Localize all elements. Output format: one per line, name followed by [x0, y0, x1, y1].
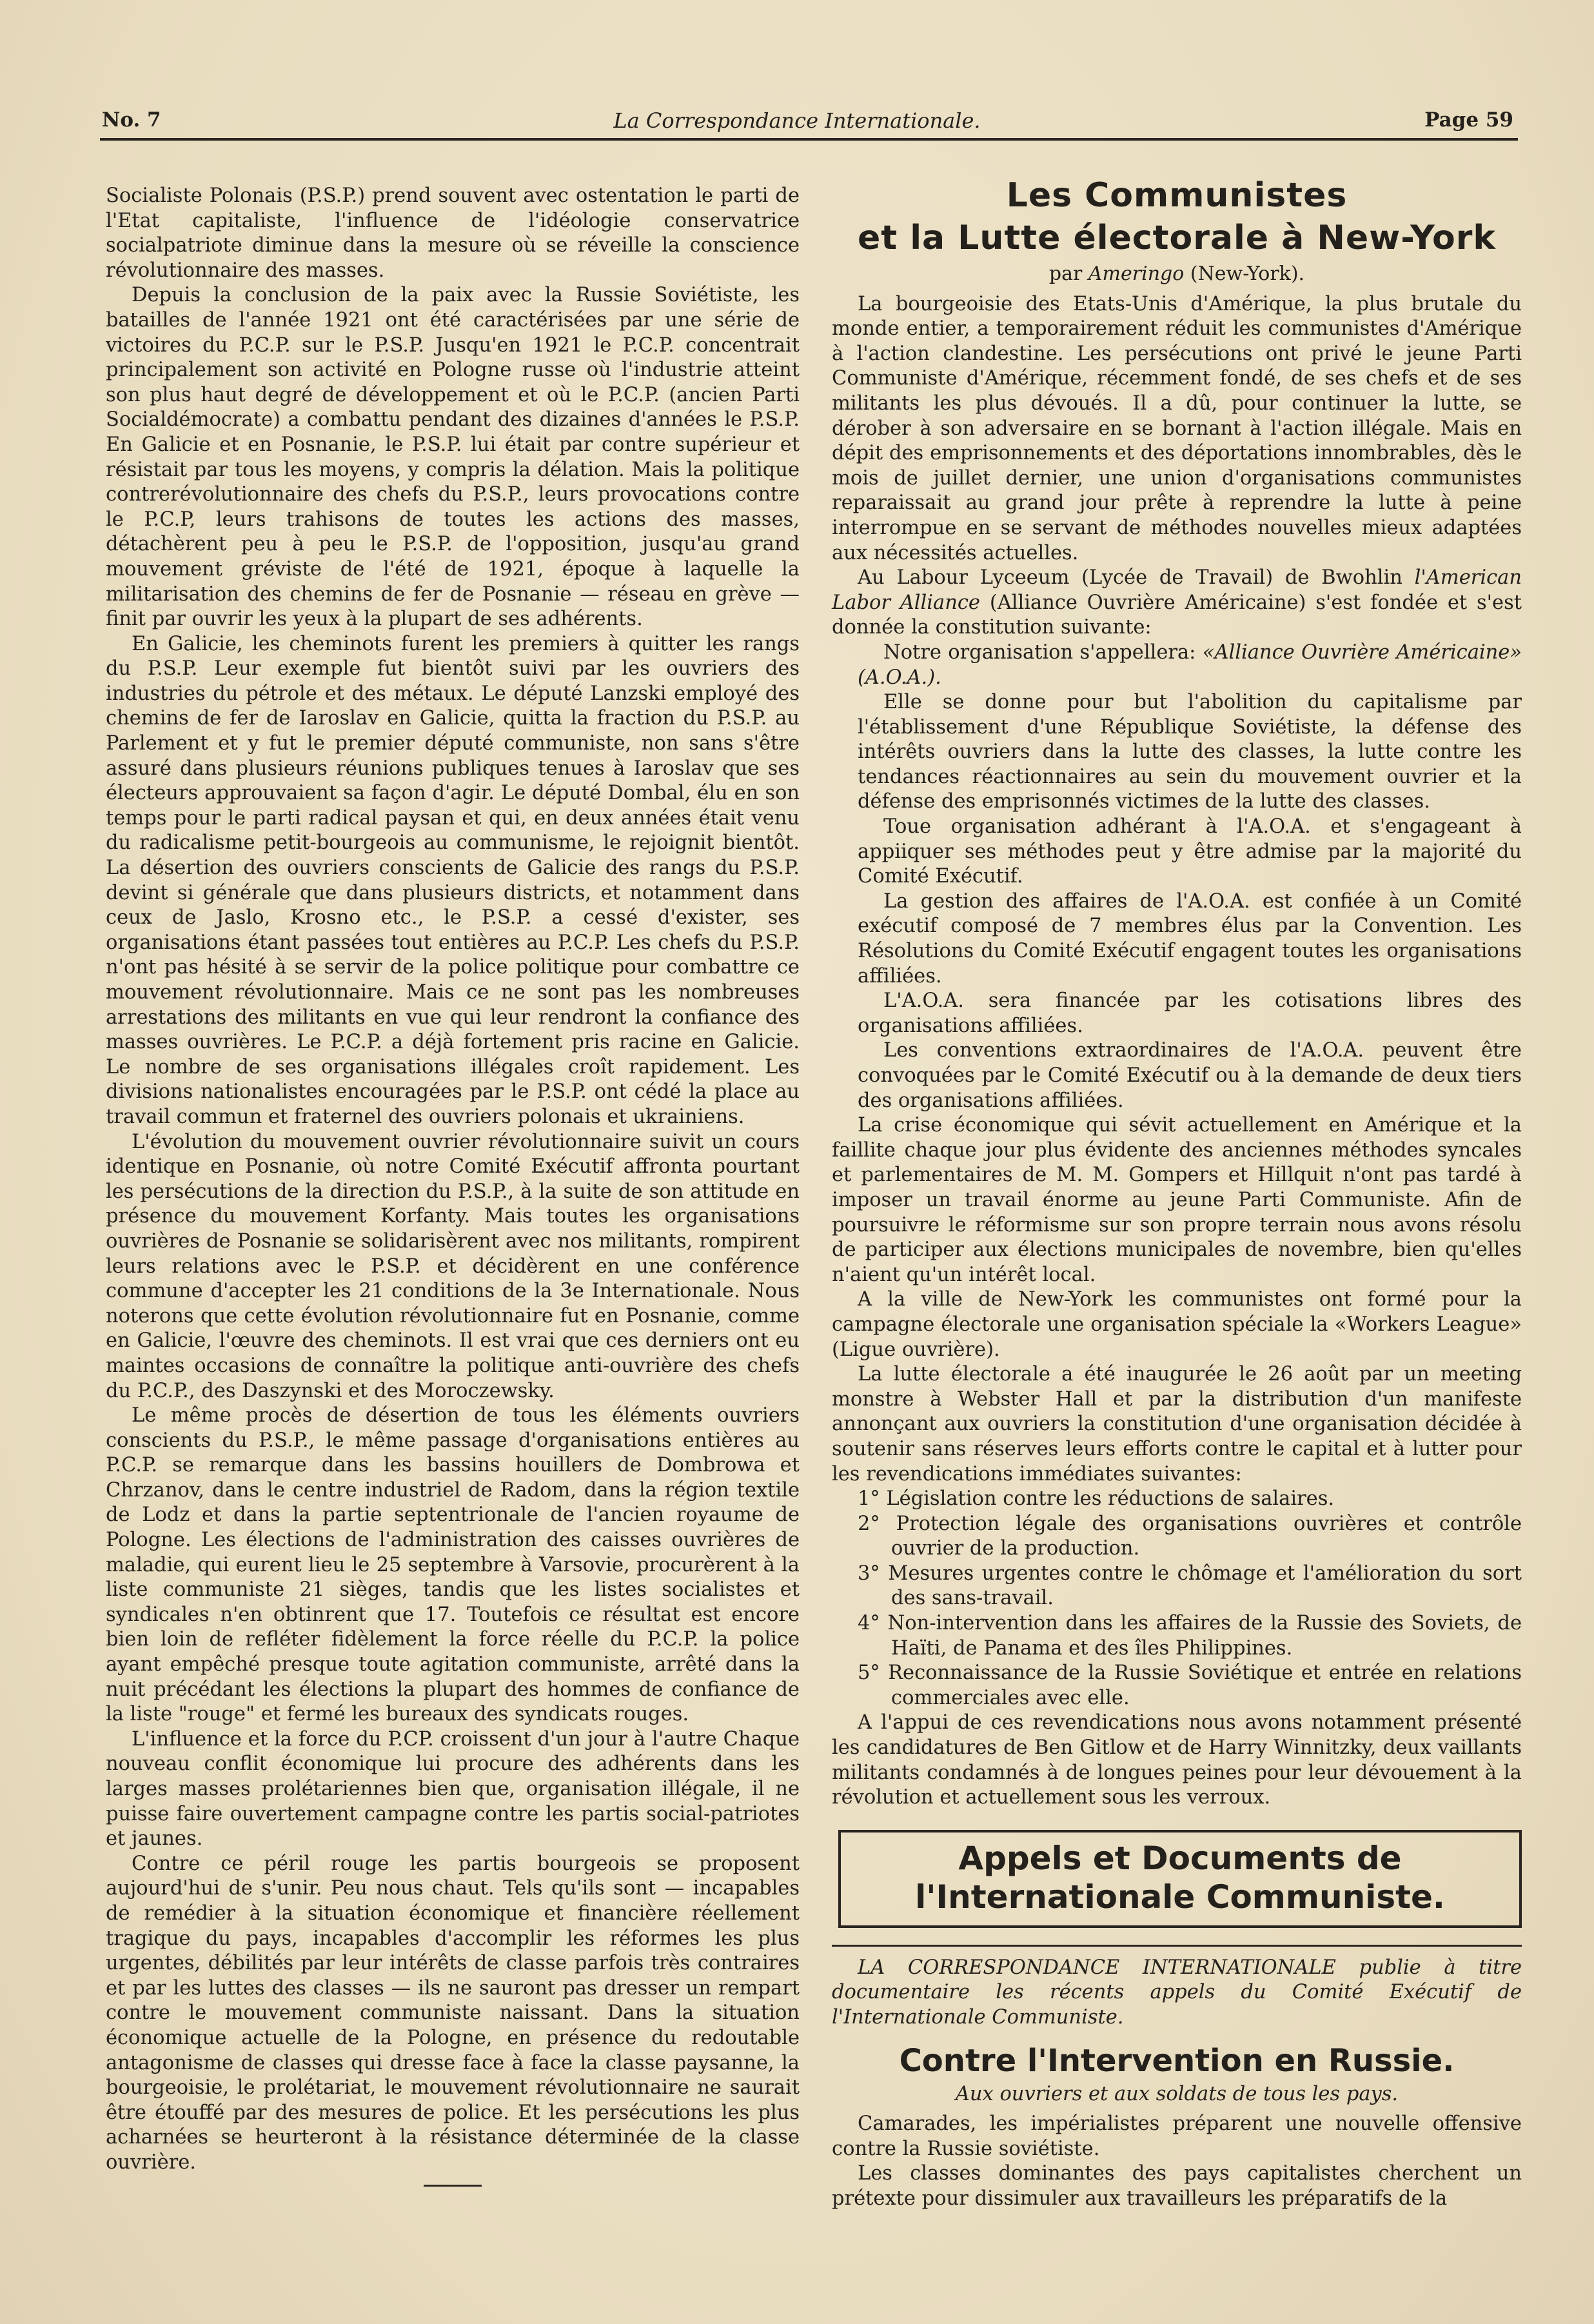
italic-span: l'American Labor Alliance — [832, 566, 1522, 614]
list-item: 4° Non-intervention dans les affaires de la Russie des Soviets, de Haïti, de Panama et des îles Philippines. — [858, 1612, 1522, 1660]
paragraph: L'A.O.A. sera financée par les cotisations libres des organisations affiliées. — [858, 989, 1522, 1037]
article-title-line: et la Lutte électorale à New-York — [858, 219, 1496, 257]
article-title: Contre l'Intervention en Russie. — [899, 2042, 1455, 2079]
paragraph: Elle se donne pour but l'abolition du capitalisme par l'établissement d'une République Soviétiste, la défense des intérêts ouvriers dans la lutte des classes, la lutte contre les tendances réactionnaires au sein du mouvement ouvrier et la défense des emprisonnés victimes de la lutte des classes. — [858, 691, 1522, 813]
paragraph — [858, 641, 1522, 690]
article-subtitle: Aux ouvriers et aux soldats de tous les pays. — [955, 2082, 1399, 2105]
journal-title: La Correspondance Internationale. — [613, 108, 981, 133]
paragraph: En Galicie, les cheminots furent les premiers à quitter les rangs du P.S.P. Leur exemple fut bientôt suivi par les ouvriers des industries du pétrole et des métaux. Le député Lanzski employé des chemins de fer de Iaroslav en Galicie, quitta la fraction du P.S.P. au Parlement et y fut le premier député communiste, non sans s'être assuré dans plusieurs réunions publiques tenues à Iaroslav que ses électeurs approuvaient sa façon d'agir. Le député Dombal, élu en son temps pour le parti radical paysan et qui, en deux années était venu du radicalisme petit-bourgeois au communisme, le rejoignit bientôt. La désertion des ouvriers conscients de Galicie des rangs du P.S.P. devint si générale que dans plusieurs districts, et notamment dans ceux de Jaslo, Krosno etc., le P.S.P. a cessé d'exister, ses organisations étant passées tout entières au P.C.P. Les chefs du P.S.P. n'ont pas hésité à se servir de la police politique pour combattre ce mouvement révolutionnaire. Mais ce ne sont pas les nombreuses arrestations des militants en vue qui leur rendront la confiance des masses ouvrières. Le P.C.P. a déjà fortement pris racine en Galicie. Le nombre de ses organisations illégales croît rapidement. Les divisions nationalistes encouragées par le P.S.P. ont cédé la place au travail commun et fraternel des ouvriers polonais et ukrainiens. — [106, 632, 800, 1128]
right-column — [832, 174, 1522, 2212]
paragraph: A la ville de New-York les communistes ont formé pour la campagne électorale une organisation spéciale la «Workers League» (Ligue ouvrière). — [832, 1288, 1522, 1361]
paragraph: Contre ce péril rouge les partis bourgeois se proposent aujourd'hui de s'unir. Peu nous chaut. Tels qu'ils sont — incapables de remédier à la situation économique et financière réellement tragique du pays, incapables d'accomplir les réformes les plus urgentes, débilités par leur intérêts de classe parfois très contraires et par les luttes des classes — ils ne sauront pas dresser un rempart contre le mouvement communiste naissant. Dans la situation économique actuelle de la Pologne, en présence du redoutable antagonisme de classes qui dresse face à face la classe paysanne, la bourgeoisie, le prolétariat, le mouvement révolutionnaire ne saurait être étouffé par des mesures de police. Et les persécutions les plus acharnées se heurteront à la résistance déterminée de la classe ouvrière. — [106, 1852, 800, 2174]
byline-place: (New-York). — [1190, 263, 1305, 285]
text-span: Au Labour Lyceeum (Lycée de Travail) de Bwohlin — [858, 566, 1402, 590]
intro-note: LA CORRESPONDANCE INTERNATIONALE publie à titre documentaire les récents appels du Comité Exécutif de l'Internationale Communiste. — [832, 1956, 1522, 2029]
paragraph: Camarades, les impérialistes préparent une nouvelle offensive contre la Russie soviétiste. — [832, 2112, 1522, 2160]
paragraph: Les classes dominantes des pays capitalistes cherchent un prétexte pour dissimuler aux travailleurs les préparatifs de la — [832, 2162, 1522, 2210]
section-rule — [832, 1945, 1522, 1947]
paragraph: La crise économique qui sévit actuellement en Amérique et la faillite chaque jour plus évidente des anciennes méthodes syncales et parlementaires de M. M. Gompers et Hillquit n'ont pas tardé à imposer un travail énorme au jeune Parti Communiste. Afin de poursuivre le réformisme sur son propre terrain nous avons résolu de participer aux élections municipales de novembre, bien qu'elles n'aient qu'un intérêt local. — [832, 1114, 1522, 1286]
constitution-quote — [832, 641, 1522, 1113]
text-span: (Alliance Ouvrière Américaine) s'est fondée et s'est donnée la constitution suivante: — [832, 591, 1522, 639]
byline — [832, 262, 1522, 287]
section-box — [838, 1830, 1522, 1928]
article-title-line: Les Communistes — [1006, 176, 1348, 215]
paragraph — [832, 566, 1522, 641]
paragraph: La bourgeoisie des Etats-Unis d'Amérique, la plus brutale du monde entier, a temporairement réduit les communistes d'Amérique à l'action clandestine. Les persécutions ont privé le jeune Parti Communiste d'Amérique, récemment fondé, de ses chefs et de ses militants les plus dévoués. Il a dû, pour continuer la lutte, se dérober à son adversaire en se bornant à l'action illégale. Mais en dépit des emprisonnements et des déportations innombrables, dès le mois de juillet dernier, une union d'organisations communistes reparaissait au grand jour prête à reprendre la lutte à peine interrompue en se servant de méthodes nouvelles mieux adaptées aux nécessités actuelles. — [832, 292, 1522, 564]
header-rule — [100, 138, 1518, 141]
paragraph: L'évolution du mouvement ouvrier révolutionnaire suivit un cours identique en Posnanie, où notre Comité Exécutif affronta pourtant les persécutions de la direction du P.S.P., à la suite de son attitude en présence du mouvement Korfanty. Mais toutes les organisations ouvrières de Posnanie se solidarisèrent avec nos militants, rompirent leurs relations avec le P.S.P. et décidèrent en une conférence commune d'accepter les 21 conditions de la 3e Internationale. Nous noterons que cette évolution révolutionnaire fut en Posnanie, comme en Galicie, l'œuvre des cheminots. Il est vrai que ces derniers ont eu maintes occasions de connaître la politique anti-ouvrière des chefs du P.C.P., des Daszynski et des Moroczewsky. — [106, 1130, 800, 1402]
issue-number: No. 7 — [102, 108, 161, 132]
paragraph: L'influence et la force du P.CP. croissent d'un jour à l'autre Chaque nouveau conflit économique lui procure des adhérents dans les larges masses prolétariennes bien que, organisation illégale, il ne puisse faire ouvertement campagne contre les partis social-patriotes et jaunes. — [106, 1727, 800, 1851]
byline-author: Ameringo — [1088, 263, 1185, 285]
page-number: Page 59 — [1424, 108, 1513, 132]
paragraph: Le même procès de désertion de tous les éléments ouvriers conscients du P.S.P., le même passage d'organisations entières au P.C.P. se remarque dans les bassins houillers de Dombrowa et Chrzanov, dans le centre industriel de Radom, dans la région textile de Lodz et dans la partie septentrionale de l'ancien royaume de Pologne. Les élections de l'administration des caisses ouvrières de maladie, qui eurent lieu le 25 septembre à Varsovie, procurèrent à la liste communiste 21 sièges, tandis que les listes socialistes et syndicales n'en obtinrent que 17. Toutefois ce résultat est encore bien loin de refléter fidèlement la force réelle du P.C.P. la police ayant empêché presque toute agitation communiste, arrêté dans la nuit précédant les élections la plupart des hommes de confiance de la liste "rouge" et fermé les bureaux des syndicats rouges. — [106, 1404, 800, 1726]
text-span: Notre organisation s'appellera: — [883, 641, 1196, 664]
list-item: 3° Mesures urgentes contre le chômage et l'amélioration du sort des sans-travail. — [858, 1562, 1522, 1610]
box-title — [847, 1839, 1513, 1916]
list-item: 1° Législation contre les réductions de salaires. — [858, 1487, 1335, 1511]
end-rule — [424, 2185, 482, 2187]
paragraph: La lutte électorale a été inaugurée le 26 août par un meeting monstre à Webster Hall et par la distribution d'un manifeste annonçant aux ouvriers la constitution d'une organisation décidée à soutenir sans réserves leurs efforts contre le capital et à lutter pour les revendications immédiates suivantes: — [832, 1363, 1522, 1485]
paragraph: Socialiste Polonais (P.S.P.) prend souvent avec ostentation le parti de l'Etat capitaliste, l'influence de l'idéologie conservatrice socialpatriote diminue dans la mesure où se réveille la conscience révolutionnaire des masses. — [106, 184, 800, 282]
list-item: 5° Reconnaissance de la Russie Soviétique et entrée en relations commerciales avec elle. — [858, 1662, 1522, 1709]
box-title-line: l'Internationale Communiste. — [915, 1878, 1445, 1916]
italic-span: «Alliance Ouvrière Américaine» (A.O.A.). — [858, 641, 1522, 689]
paragraph: Depuis la conclusion de la paix avec la Russie Soviétiste, les batailles de l'année 1921 ont été caractérisées par une série de victoires du P.C.P. sur le P.S.P. Jusqu'en 1921 le P.C.P. concentrait principalement son activité en Pologne russe où l'industrie atteint son plus haut degré de développement et où le P.C.P. (ancien Parti Socialdémocrate) a combattu pendant des dizaines d'années le P.S.P. En Galicie et en Posnanie, le P.S.P. lui était par contre supérieur et résistait par tous les moyens, y compris la délation. Mais la politique contrerévolutionnaire des chefs du P.S.P., leurs provocations contre le P.C.P, leurs trahisons de toutes les actions des masses, détachèrent peu à peu le P.S.P. de l'opposition, jusqu'au grand mouvement gréviste de l'été de 1921, époque à laquelle la militarisation des chemins de fer de Posnanie — réseau en grève — finit par ouvrir les yeux à la plupart de ses adhérents. — [106, 284, 800, 631]
paragraph: La gestion des affaires de l'A.O.A. est confiée à un Comité exécutif composé de 7 membres élus par la Convention. Les Résolutions du Comité Exécutif engagent toutes les organisations affiliées. — [858, 889, 1522, 988]
demands-list — [832, 1487, 1522, 1711]
paragraph: A l'appui de ces revendications nous avons notamment présenté les candidatures de Ben Gitlow et de Harry Winnitzky, deux vaillants militants condamnés à de longues peines pour leur dévouement à la révolution et actuellement sous les verroux. — [832, 1711, 1522, 1809]
byline-prefix: par — [1048, 263, 1083, 285]
paragraph: Toue organisation adhérant à l'A.O.A. et s'engageant à appiiquer ses méthodes peut y être admise par la majorité du Comité Exécutif. — [858, 815, 1522, 888]
paragraph: Les conventions extraordinaires de l'A.O.A. peuvent être convoquées par le Comité Exécutif ou à la demande de deux tiers des organisations affiliées. — [858, 1039, 1522, 1112]
list-item: 2° Protection légale des organisations ouvrières et contrôle ouvrier de la production. — [858, 1512, 1522, 1560]
left-column — [106, 184, 800, 2187]
article-title — [832, 174, 1522, 259]
box-title-line: Appels et Documents de — [958, 1839, 1402, 1877]
